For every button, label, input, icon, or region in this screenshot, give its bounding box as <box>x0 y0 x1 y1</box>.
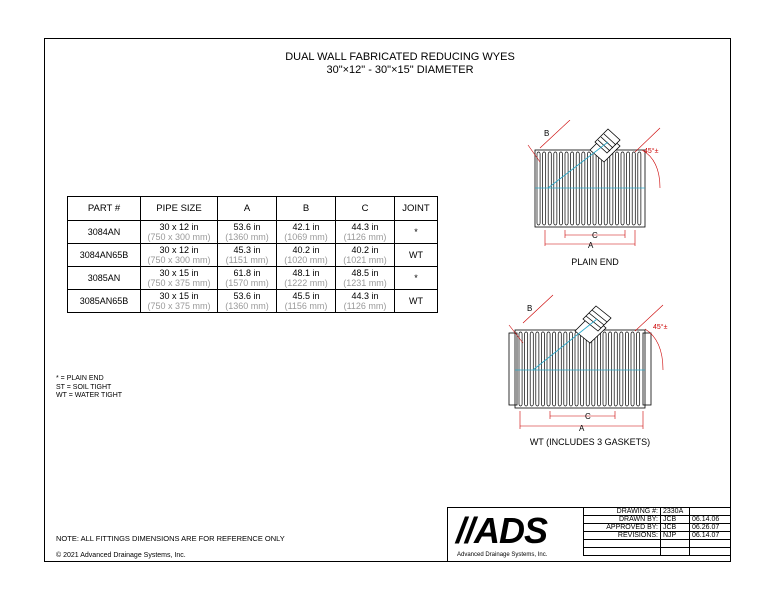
ads-logo-tagline: Advanced Drainage Systems, Inc. <box>457 552 548 558</box>
title-block-label: REVISIONS: <box>584 532 661 540</box>
cell-c <box>336 267 395 290</box>
corrugation-rib <box>587 152 590 225</box>
table-row <box>68 267 438 290</box>
cell-pipe-size-metric: (750 x 375 mm) <box>147 278 211 288</box>
cell-part <box>68 290 141 313</box>
angle-label: 45°± <box>644 148 659 155</box>
cell-a-metric: (1570 mm) <box>225 278 269 288</box>
title-block-label: DRAWING #: <box>584 508 661 516</box>
corrugation-rib <box>530 332 533 406</box>
cell-joint-value: * <box>414 227 418 237</box>
corrugation-rib <box>565 152 568 225</box>
table-row <box>68 244 438 267</box>
ads-logo <box>447 507 583 562</box>
corrugation-rib <box>615 152 618 225</box>
corrugation-rib <box>604 152 607 225</box>
cell-joint-value: WT <box>409 250 423 260</box>
title-block-initials: JCB <box>661 516 690 524</box>
cell-b-value: 45.5 in <box>292 291 320 301</box>
title-block-initials: JCB <box>661 524 690 532</box>
cell-b-value: 48.1 in <box>292 268 320 278</box>
dim-a-label: A <box>579 424 585 433</box>
cell-b-value: 40.2 in <box>292 245 320 255</box>
cell-b-value: 42.1 in <box>292 222 320 232</box>
corrugation-rib <box>609 332 612 406</box>
col-a: A <box>218 197 277 221</box>
cell-c-metric: (1126 mm) <box>343 232 387 242</box>
drawing-title: DUAL WALL FABRICATED REDUCING WYES <box>285 51 515 63</box>
corrugation-rib <box>632 152 635 225</box>
cell-pipe-size-value: 30 x 12 in <box>159 245 199 255</box>
corrugation-rib <box>582 152 585 225</box>
corrugation-rib <box>536 332 539 406</box>
cell-part <box>68 244 141 267</box>
corrugation-rib <box>581 332 584 406</box>
title-block-row <box>584 516 731 524</box>
note-water-tight: WT = WATER TIGHT <box>56 392 123 399</box>
corrugation-rib <box>599 152 602 225</box>
cell-a-value: 61.8 in <box>233 268 261 278</box>
cell-part-value: 3084AN65B <box>79 250 129 260</box>
cell-joint <box>395 244 438 267</box>
dim-b-label: B <box>544 129 550 138</box>
corrugation-rib <box>631 332 634 406</box>
title-block-row <box>584 548 731 556</box>
note-soil-tight: ST = SOIL TIGHT <box>56 383 112 391</box>
corrugation-rib <box>571 152 574 225</box>
cell-a-value: 53.6 in <box>233 222 261 232</box>
cell-a-metric: (1360 mm) <box>225 232 269 242</box>
cell-pipe-size-metric: (750 x 300 mm) <box>147 255 211 265</box>
legend-notes <box>56 375 122 401</box>
title-block <box>583 507 731 556</box>
corrugation-rib <box>543 152 546 225</box>
corrugation-rib <box>621 152 624 225</box>
cell-pipe-size <box>141 290 218 313</box>
cell-pipe-size-metric: (750 x 375 mm) <box>147 301 211 311</box>
corrugation-rib <box>586 332 589 406</box>
corrugation-rib <box>614 332 617 406</box>
cell-pipe-size-value: 30 x 12 in <box>159 222 199 232</box>
spec-table-header <box>68 197 438 221</box>
table-row <box>68 290 438 313</box>
cell-part <box>68 221 141 244</box>
corrugation-rib <box>558 332 561 406</box>
cell-b <box>277 221 336 244</box>
copyright: © 2021 Advanced Drainage Systems, Inc. <box>56 552 186 559</box>
title-block-initials: NJP <box>661 532 690 540</box>
title-block-label <box>584 548 661 556</box>
drawing-subtitle: 30"×12" - 30"×15" DIAMETER <box>326 64 474 76</box>
caption-plain-end: PLAIN END <box>571 257 619 267</box>
title-block-date <box>690 540 731 548</box>
cell-a-metric: (1360 mm) <box>225 301 269 311</box>
col-part: PART # <box>68 197 141 221</box>
pipe-corrugations <box>519 332 640 406</box>
corrugation-rib <box>553 332 556 406</box>
cell-a <box>218 267 277 290</box>
cell-joint-value: * <box>414 273 418 283</box>
cell-b-metric: (1222 mm) <box>284 278 328 288</box>
angle-label: 45°± <box>653 324 668 331</box>
title-block-date: 06.26.07 <box>690 524 731 532</box>
cell-joint-value: WT <box>409 296 423 306</box>
diagram-wt <box>495 285 680 435</box>
corrugation-rib <box>537 152 540 225</box>
cell-a-metric: (1151 mm) <box>225 255 269 265</box>
diagram-plain-end <box>510 120 680 260</box>
spec-table <box>67 196 438 313</box>
corrugation-rib <box>620 332 623 406</box>
cell-part-value: 3085AN65B <box>79 296 129 306</box>
cell-pipe-size-metric: (750 x 300 mm) <box>147 232 211 242</box>
corrugation-rib <box>575 332 578 406</box>
corrugation-rib <box>592 332 595 406</box>
title-block-row <box>584 524 731 532</box>
cell-c-value: 44.3 in <box>351 222 379 232</box>
corrugation-rib <box>554 152 557 225</box>
cell-c-value: 44.3 in <box>351 291 379 301</box>
reference-note: NOTE: ALL FITTINGS DIMENSIONS ARE FOR REFERENCE ONLY <box>56 534 285 543</box>
cell-b <box>277 267 336 290</box>
ads-logo-mark: //ADS <box>456 510 548 551</box>
cell-a <box>218 221 277 244</box>
corrugation-rib <box>547 332 550 406</box>
corrugation-rib <box>576 152 579 225</box>
cell-part <box>68 267 141 290</box>
title-block-row <box>584 540 731 548</box>
cell-pipe-size <box>141 267 218 290</box>
cell-b <box>277 290 336 313</box>
title-block-label: DRAWN BY: <box>584 516 661 524</box>
dim-c-label: C <box>592 231 598 240</box>
dim-a-label: A <box>588 241 594 250</box>
corrugation-rib <box>548 152 551 225</box>
corrugation-rib <box>525 332 528 406</box>
cell-b-metric: (1020 mm) <box>284 255 328 265</box>
title-block-label <box>584 540 661 548</box>
corrugation-rib <box>627 152 630 225</box>
title-block-row <box>584 508 731 516</box>
cell-b <box>277 244 336 267</box>
title-block-initials <box>661 548 690 556</box>
cell-part-value: 3084AN <box>87 227 121 237</box>
table-row <box>68 221 438 244</box>
title-block-date: 06.14.06 <box>690 516 731 524</box>
dim-b-label: B <box>527 304 533 313</box>
title-block-label: APPROVED BY: <box>584 524 661 532</box>
corrugation-rib <box>625 332 628 406</box>
cell-joint <box>395 221 438 244</box>
corrugation-rib <box>559 152 562 225</box>
cell-a-value: 45.3 in <box>233 245 261 255</box>
note-plain-end: * = PLAIN END <box>56 375 104 382</box>
col-b: B <box>277 197 336 221</box>
title-block-row <box>584 532 731 540</box>
title-block-date: 06.14.07 <box>690 532 731 540</box>
cell-a <box>218 244 277 267</box>
corrugation-rib <box>638 152 641 225</box>
corrugation-rib <box>610 152 613 225</box>
cell-joint <box>395 267 438 290</box>
col-joint: JOINT <box>395 197 438 221</box>
cell-c-value: 48.5 in <box>351 268 379 278</box>
cell-pipe-size <box>141 221 218 244</box>
cell-pipe-size <box>141 244 218 267</box>
title-block-initials <box>661 540 690 548</box>
cell-pipe-size-value: 30 x 15 in <box>159 268 199 278</box>
cell-a-value: 53.6 in <box>233 291 261 301</box>
corrugation-rib <box>597 332 600 406</box>
col-c: C <box>336 197 395 221</box>
cell-c <box>336 221 395 244</box>
corrugation-rib <box>603 332 606 406</box>
cell-b-metric: (1156 mm) <box>284 301 328 311</box>
corrugation-rib <box>519 332 522 406</box>
cell-joint <box>395 290 438 313</box>
cell-part-value: 3085AN <box>87 273 121 283</box>
title-block-date <box>690 508 731 516</box>
corrugation-rib <box>637 332 640 406</box>
cell-a <box>218 290 277 313</box>
cell-c-metric: (1021 mm) <box>343 255 387 265</box>
cell-c <box>336 290 395 313</box>
title-block-initials: 2330A <box>661 508 690 516</box>
cell-pipe-size-value: 30 x 15 in <box>159 291 199 301</box>
cell-b-metric: (1069 mm) <box>284 232 328 242</box>
cell-c-metric: (1126 mm) <box>343 301 387 311</box>
title-block-date <box>690 548 731 556</box>
caption-wt: WT (INCLUDES 3 GASKETS) <box>529 437 651 447</box>
cell-c <box>336 244 395 267</box>
col-pipe-size: PIPE SIZE <box>141 197 218 221</box>
corrugation-rib <box>593 152 596 225</box>
corrugation-rib <box>541 332 544 406</box>
pipe-corrugations <box>537 152 641 225</box>
dim-c-label: C <box>585 412 591 421</box>
cell-c-value: 40.2 in <box>351 245 379 255</box>
corrugation-rib <box>569 332 572 406</box>
cell-c-metric: (1231 mm) <box>343 278 387 288</box>
